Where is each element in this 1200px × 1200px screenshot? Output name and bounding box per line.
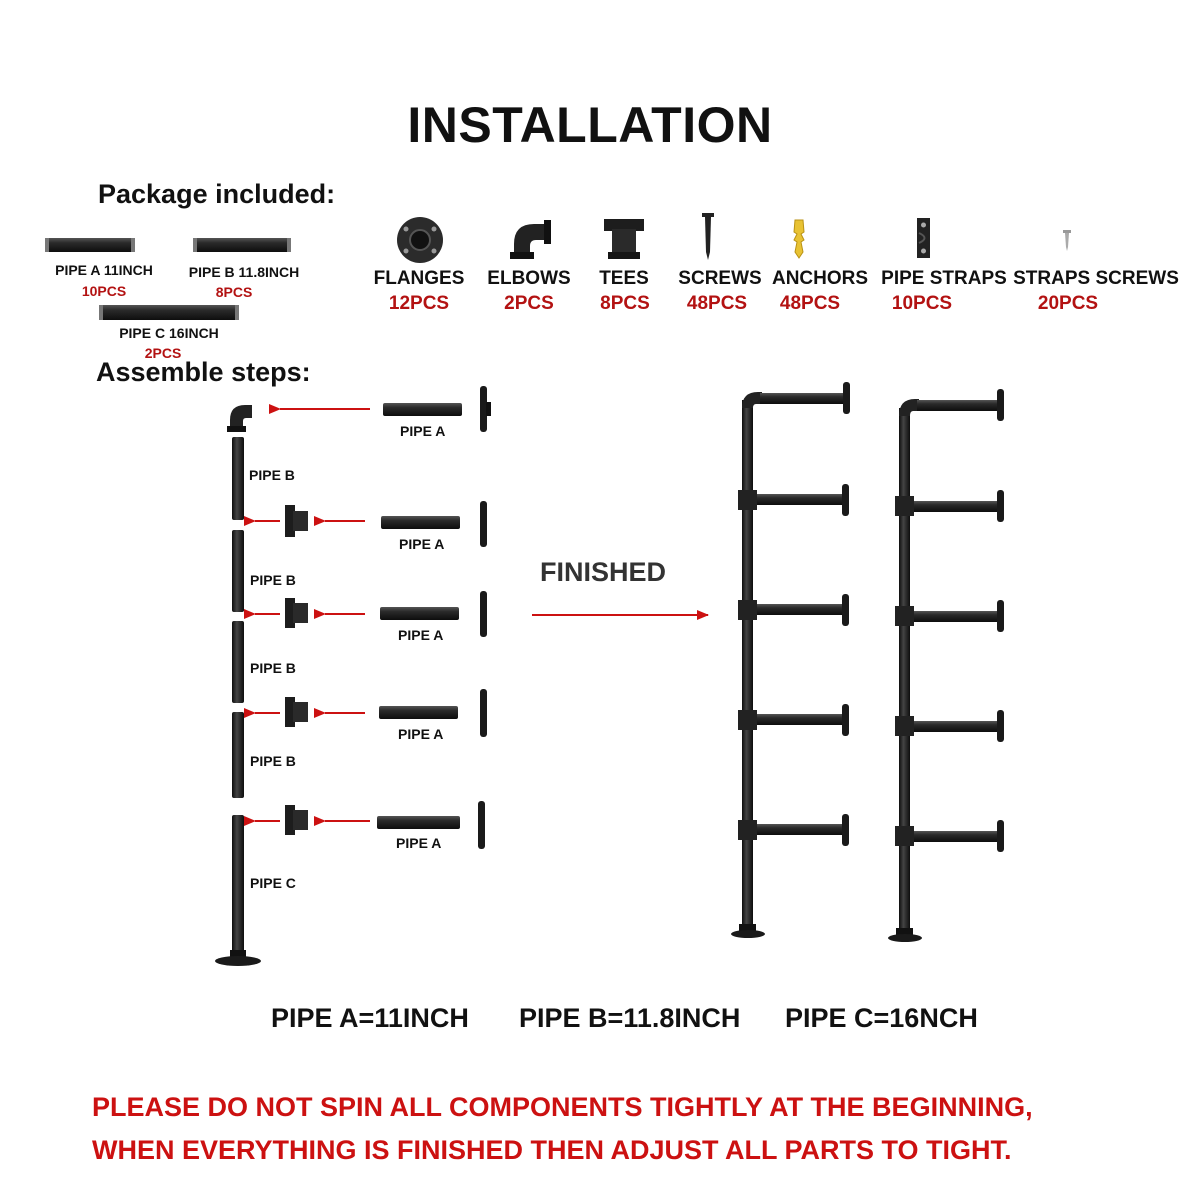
warning-line-2: WHEN EVERYTHING IS FINISHED THEN ADJUST ALL PARTS TO TIGHT. — [92, 1135, 1012, 1165]
screws-qty: 48PCS — [686, 293, 748, 314]
column-pipe-label: PIPE B — [250, 753, 296, 769]
pipe-straps-label: PIPE STRAPS — [881, 268, 1007, 289]
finished-label: FINISHED — [540, 557, 667, 587]
step-tee-4 — [285, 805, 308, 835]
strap-screws-label: STRAPS SCREWS — [1013, 268, 1179, 289]
pipe-c-qty: 2PCS — [144, 345, 182, 361]
pipe-strap-icon — [917, 218, 930, 258]
finished-shelf-left — [731, 382, 850, 938]
anchors-qty: 48PCS — [779, 293, 841, 314]
tee-icon — [604, 219, 644, 259]
column-pipe-label: PIPE B — [250, 660, 296, 676]
column-base-flange — [215, 950, 261, 966]
finished-shelf-right — [888, 389, 1004, 942]
anchors-label: ANCHORS — [771, 268, 869, 289]
tees-qty: 8PCS — [600, 293, 650, 314]
anchor-icon — [794, 220, 804, 258]
elbow-icon — [510, 220, 551, 259]
pipe-b-qty: 8PCS — [215, 284, 253, 300]
side-pipe-label: PIPE A — [399, 536, 445, 552]
strap-screw-icon — [1063, 230, 1071, 251]
column-pipe-b-2 — [232, 530, 244, 612]
column-pipe-c — [232, 815, 244, 954]
pipe-straps-qty: 10PCS — [891, 293, 953, 314]
step-tee-3 — [285, 697, 308, 727]
side-pipe-label: PIPE A — [396, 835, 442, 851]
flanges-label: FLANGES — [373, 268, 465, 289]
flange-icon — [397, 217, 443, 263]
assemble-heading: Assemble steps: — [96, 357, 311, 387]
column-pipe-b-4 — [232, 712, 244, 798]
side-pipe-label: PIPE A — [398, 627, 444, 643]
side-pipe-label: PIPE A — [400, 423, 446, 439]
column-pipe-label: PIPE B — [250, 572, 296, 588]
column-pipe-b-3 — [232, 621, 244, 703]
step-elbow — [227, 405, 252, 432]
column-pipe-label: PIPE C — [250, 875, 296, 891]
pipe-c-label: PIPE C 16INCH — [119, 325, 219, 341]
step-tee-1 — [285, 505, 308, 537]
package-heading: Package included: — [98, 179, 336, 209]
elbows-qty: 2PCS — [504, 293, 554, 314]
step-tee-2 — [285, 598, 308, 628]
tees-label: TEES — [599, 268, 649, 289]
pipe-a-qty: 10PCS — [81, 283, 127, 299]
column-pipe-b-1 — [232, 437, 244, 520]
column-pipe-label: PIPE B — [249, 467, 295, 483]
elbows-label: ELBOWS — [487, 268, 571, 289]
pipe-a-label: PIPE A 11INCH — [55, 262, 153, 278]
screw-icon — [702, 213, 714, 260]
pipe-b-icon — [193, 238, 291, 252]
dimension-pipe-b: PIPE B=11.8INCH — [519, 1003, 741, 1033]
page-title: INSTALLATION — [407, 97, 773, 153]
side-pipe-label: PIPE A — [398, 726, 444, 742]
dimension-pipe-c: PIPE C=16NCH — [785, 1003, 978, 1033]
flanges-qty: 12PCS — [388, 293, 450, 314]
warning-line-1: PLEASE DO NOT SPIN ALL COMPONENTS TIGHTLY AT THE BEGINNING, — [92, 1092, 1033, 1122]
strap-screws-qty: 20PCS — [1037, 293, 1099, 314]
pipe-b-label: PIPE B 11.8INCH — [188, 264, 300, 280]
pipe-a-icon — [45, 238, 135, 252]
screws-label: SCREWS — [678, 268, 762, 289]
pipe-c-icon — [99, 305, 239, 320]
dimension-pipe-a: PIPE A=11INCH — [271, 1003, 469, 1033]
